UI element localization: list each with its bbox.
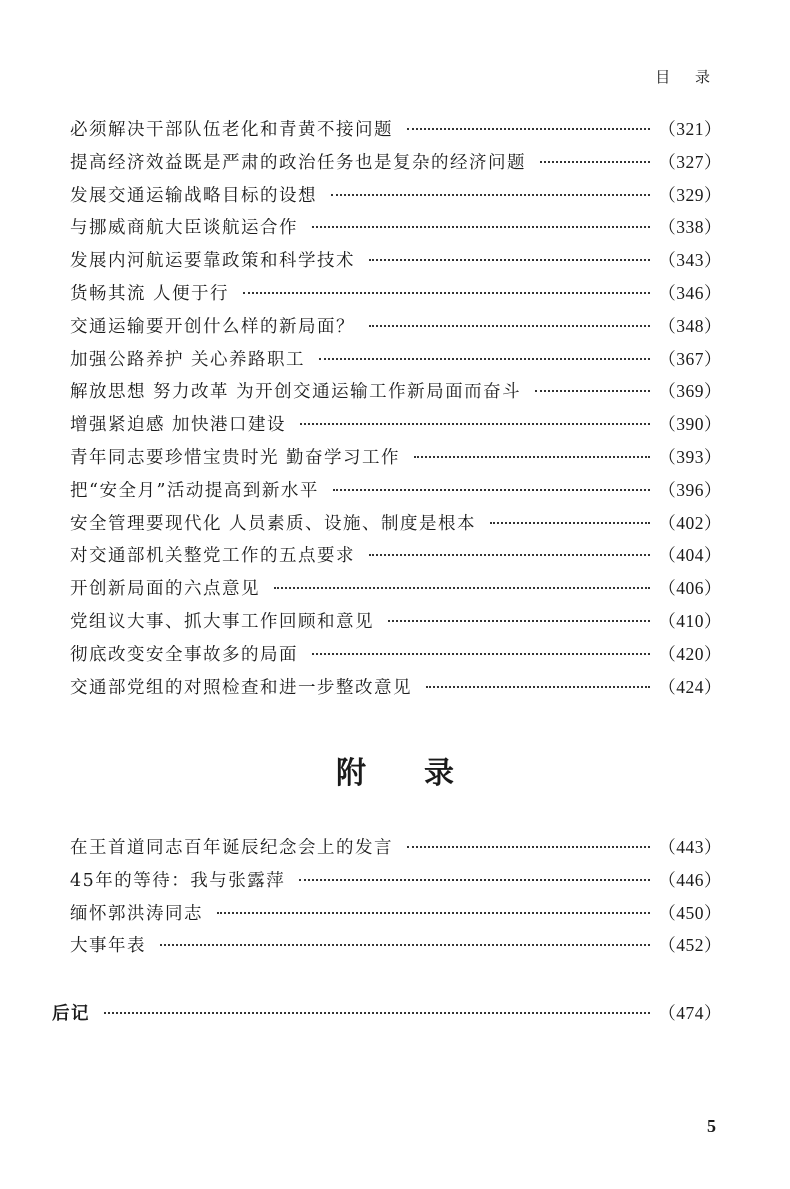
toc-entry[interactable] bbox=[70, 867, 722, 900]
toc-entry-title: 开创新局面的六点意见 bbox=[70, 579, 260, 600]
toc-entry[interactable] bbox=[70, 932, 722, 965]
toc-entry[interactable] bbox=[70, 313, 722, 346]
toc-entry[interactable] bbox=[70, 641, 722, 674]
toc-entry-title: 45年的等待：我与张露萍 bbox=[70, 870, 286, 891]
dot-leader bbox=[217, 912, 650, 914]
toc-entry-title: 加强公路养护 关心养路职工 bbox=[70, 349, 306, 370]
toc-entry-page: （446） bbox=[658, 869, 722, 890]
toc-entry-page: （452） bbox=[658, 935, 722, 956]
dot-leader bbox=[490, 522, 650, 524]
toc-entry-page: （420） bbox=[658, 643, 722, 664]
toc-entry[interactable] bbox=[70, 149, 722, 182]
toc-entry[interactable] bbox=[70, 444, 722, 477]
toc-entry-page: （404） bbox=[658, 545, 722, 566]
toc-entry-title: 在王首道同志百年诞辰纪念会上的发言 bbox=[70, 838, 393, 858]
toc-entry[interactable] bbox=[70, 280, 722, 313]
toc-entry[interactable] bbox=[70, 214, 722, 247]
toc-entry-page: （424） bbox=[658, 676, 722, 697]
toc-appendix-list bbox=[70, 834, 722, 965]
toc-entry-postscript[interactable] bbox=[52, 1000, 722, 1033]
toc-entry-page: （346） bbox=[658, 282, 722, 303]
toc-entry[interactable] bbox=[70, 247, 722, 280]
dot-leader bbox=[104, 1012, 650, 1014]
toc-entry[interactable] bbox=[70, 900, 722, 933]
dot-leader bbox=[299, 879, 650, 881]
toc-postscript bbox=[52, 1000, 722, 1033]
toc-entry-page: （348） bbox=[658, 315, 722, 336]
toc-entry-title: 与挪威商航大臣谈航运合作 bbox=[70, 218, 298, 239]
toc-entry[interactable] bbox=[70, 608, 722, 641]
toc-entry-title: 党组议大事、抓大事工作回顾和意见 bbox=[70, 611, 374, 632]
dot-leader bbox=[243, 292, 650, 294]
dot-leader bbox=[535, 390, 650, 392]
toc-entry-page: （402） bbox=[658, 512, 722, 533]
toc-entry[interactable] bbox=[70, 411, 722, 444]
dot-leader bbox=[414, 456, 650, 458]
dot-leader bbox=[540, 161, 650, 163]
dot-leader bbox=[426, 686, 650, 688]
toc-entry-page: （443） bbox=[658, 837, 722, 857]
toc-entry[interactable] bbox=[70, 378, 722, 411]
dot-leader bbox=[160, 944, 650, 946]
toc-entry[interactable] bbox=[70, 542, 722, 575]
dot-leader bbox=[407, 846, 650, 848]
toc-entry[interactable] bbox=[70, 182, 722, 215]
dot-leader bbox=[312, 226, 650, 228]
toc-entry-title: 解放思想 努力改革 为开创交通运输工作新局面而奋斗 bbox=[70, 382, 522, 403]
toc-entry-page: （396） bbox=[658, 479, 722, 500]
dot-leader bbox=[331, 194, 650, 196]
toc-entry[interactable] bbox=[70, 510, 722, 543]
toc-entry-page: （343） bbox=[658, 250, 722, 271]
toc-entry-title: 彻底改变安全事故多的局面 bbox=[70, 644, 298, 665]
toc-entry-page: （410） bbox=[658, 610, 722, 631]
toc-entry-title: 必须解决干部队伍老化和青黄不接问题 bbox=[70, 120, 393, 140]
toc-entry[interactable] bbox=[70, 834, 722, 867]
toc-entry-title: 把“安全月”活动提高到新水平 bbox=[70, 480, 319, 501]
dot-leader bbox=[369, 554, 650, 556]
toc-entry-page: （390） bbox=[658, 414, 722, 435]
toc-entry[interactable] bbox=[70, 477, 722, 510]
dot-leader bbox=[388, 620, 650, 622]
toc-entry[interactable] bbox=[70, 674, 722, 707]
running-head: 目 录 bbox=[655, 68, 720, 86]
toc-entry-page: （450） bbox=[658, 902, 722, 923]
toc-entry-title: 缅怀郭洪涛同志 bbox=[70, 903, 203, 924]
dot-leader bbox=[274, 587, 650, 589]
toc-entry-title: 大事年表 bbox=[70, 936, 146, 957]
toc-entry-title: 发展内河航运要靠政策和科学技术 bbox=[70, 251, 355, 272]
page-number: 5 bbox=[707, 1116, 716, 1136]
toc-entry-page: （367） bbox=[658, 348, 722, 369]
dot-leader bbox=[300, 423, 650, 425]
dot-leader bbox=[319, 358, 650, 360]
appendix-heading: 附录 bbox=[336, 756, 512, 791]
toc-entry-title: 后记 bbox=[52, 1004, 90, 1024]
toc-entry-page: （406） bbox=[658, 578, 722, 599]
toc-entry-title: 增强紧迫感 加快港口建设 bbox=[70, 415, 287, 436]
toc-entry-title: 交通运输要开创什么样的新局面？ bbox=[70, 316, 355, 337]
dot-leader bbox=[333, 489, 650, 491]
toc-entry-title: 货畅其流 人便于行 bbox=[70, 283, 230, 304]
toc-entry[interactable] bbox=[70, 116, 722, 149]
toc-main-list bbox=[70, 116, 722, 706]
toc-entry[interactable] bbox=[70, 346, 722, 379]
toc-entry-title: 发展交通运输战略目标的设想 bbox=[70, 185, 317, 206]
toc-entry[interactable] bbox=[70, 575, 722, 608]
toc-entry-page: （321） bbox=[658, 119, 722, 139]
dot-leader bbox=[369, 325, 650, 327]
toc-entry-title: 安全管理要现代化 人员素质、设施、制度是根本 bbox=[70, 513, 477, 534]
toc-entry-page: （369） bbox=[658, 381, 722, 402]
toc-entry-page: （338） bbox=[658, 217, 722, 238]
toc-entry-page: （327） bbox=[658, 151, 722, 172]
toc-entry-title: 对交通部机关整党工作的五点要求 bbox=[70, 546, 355, 567]
toc-entry-title: 交通部党组的对照检查和进一步整改意见 bbox=[70, 677, 412, 698]
toc-entry-title: 青年同志要珍惜宝贵时光 勤奋学习工作 bbox=[70, 447, 401, 468]
toc-entry-page: （329） bbox=[658, 184, 722, 205]
toc-entry-page: （474） bbox=[658, 1003, 722, 1023]
dot-leader bbox=[369, 259, 650, 261]
toc-entry-title: 提高经济效益既是严肃的政治任务也是复杂的经济问题 bbox=[70, 152, 526, 173]
dot-leader bbox=[407, 128, 650, 130]
toc-entry-page: （393） bbox=[658, 446, 722, 467]
dot-leader bbox=[312, 653, 650, 655]
